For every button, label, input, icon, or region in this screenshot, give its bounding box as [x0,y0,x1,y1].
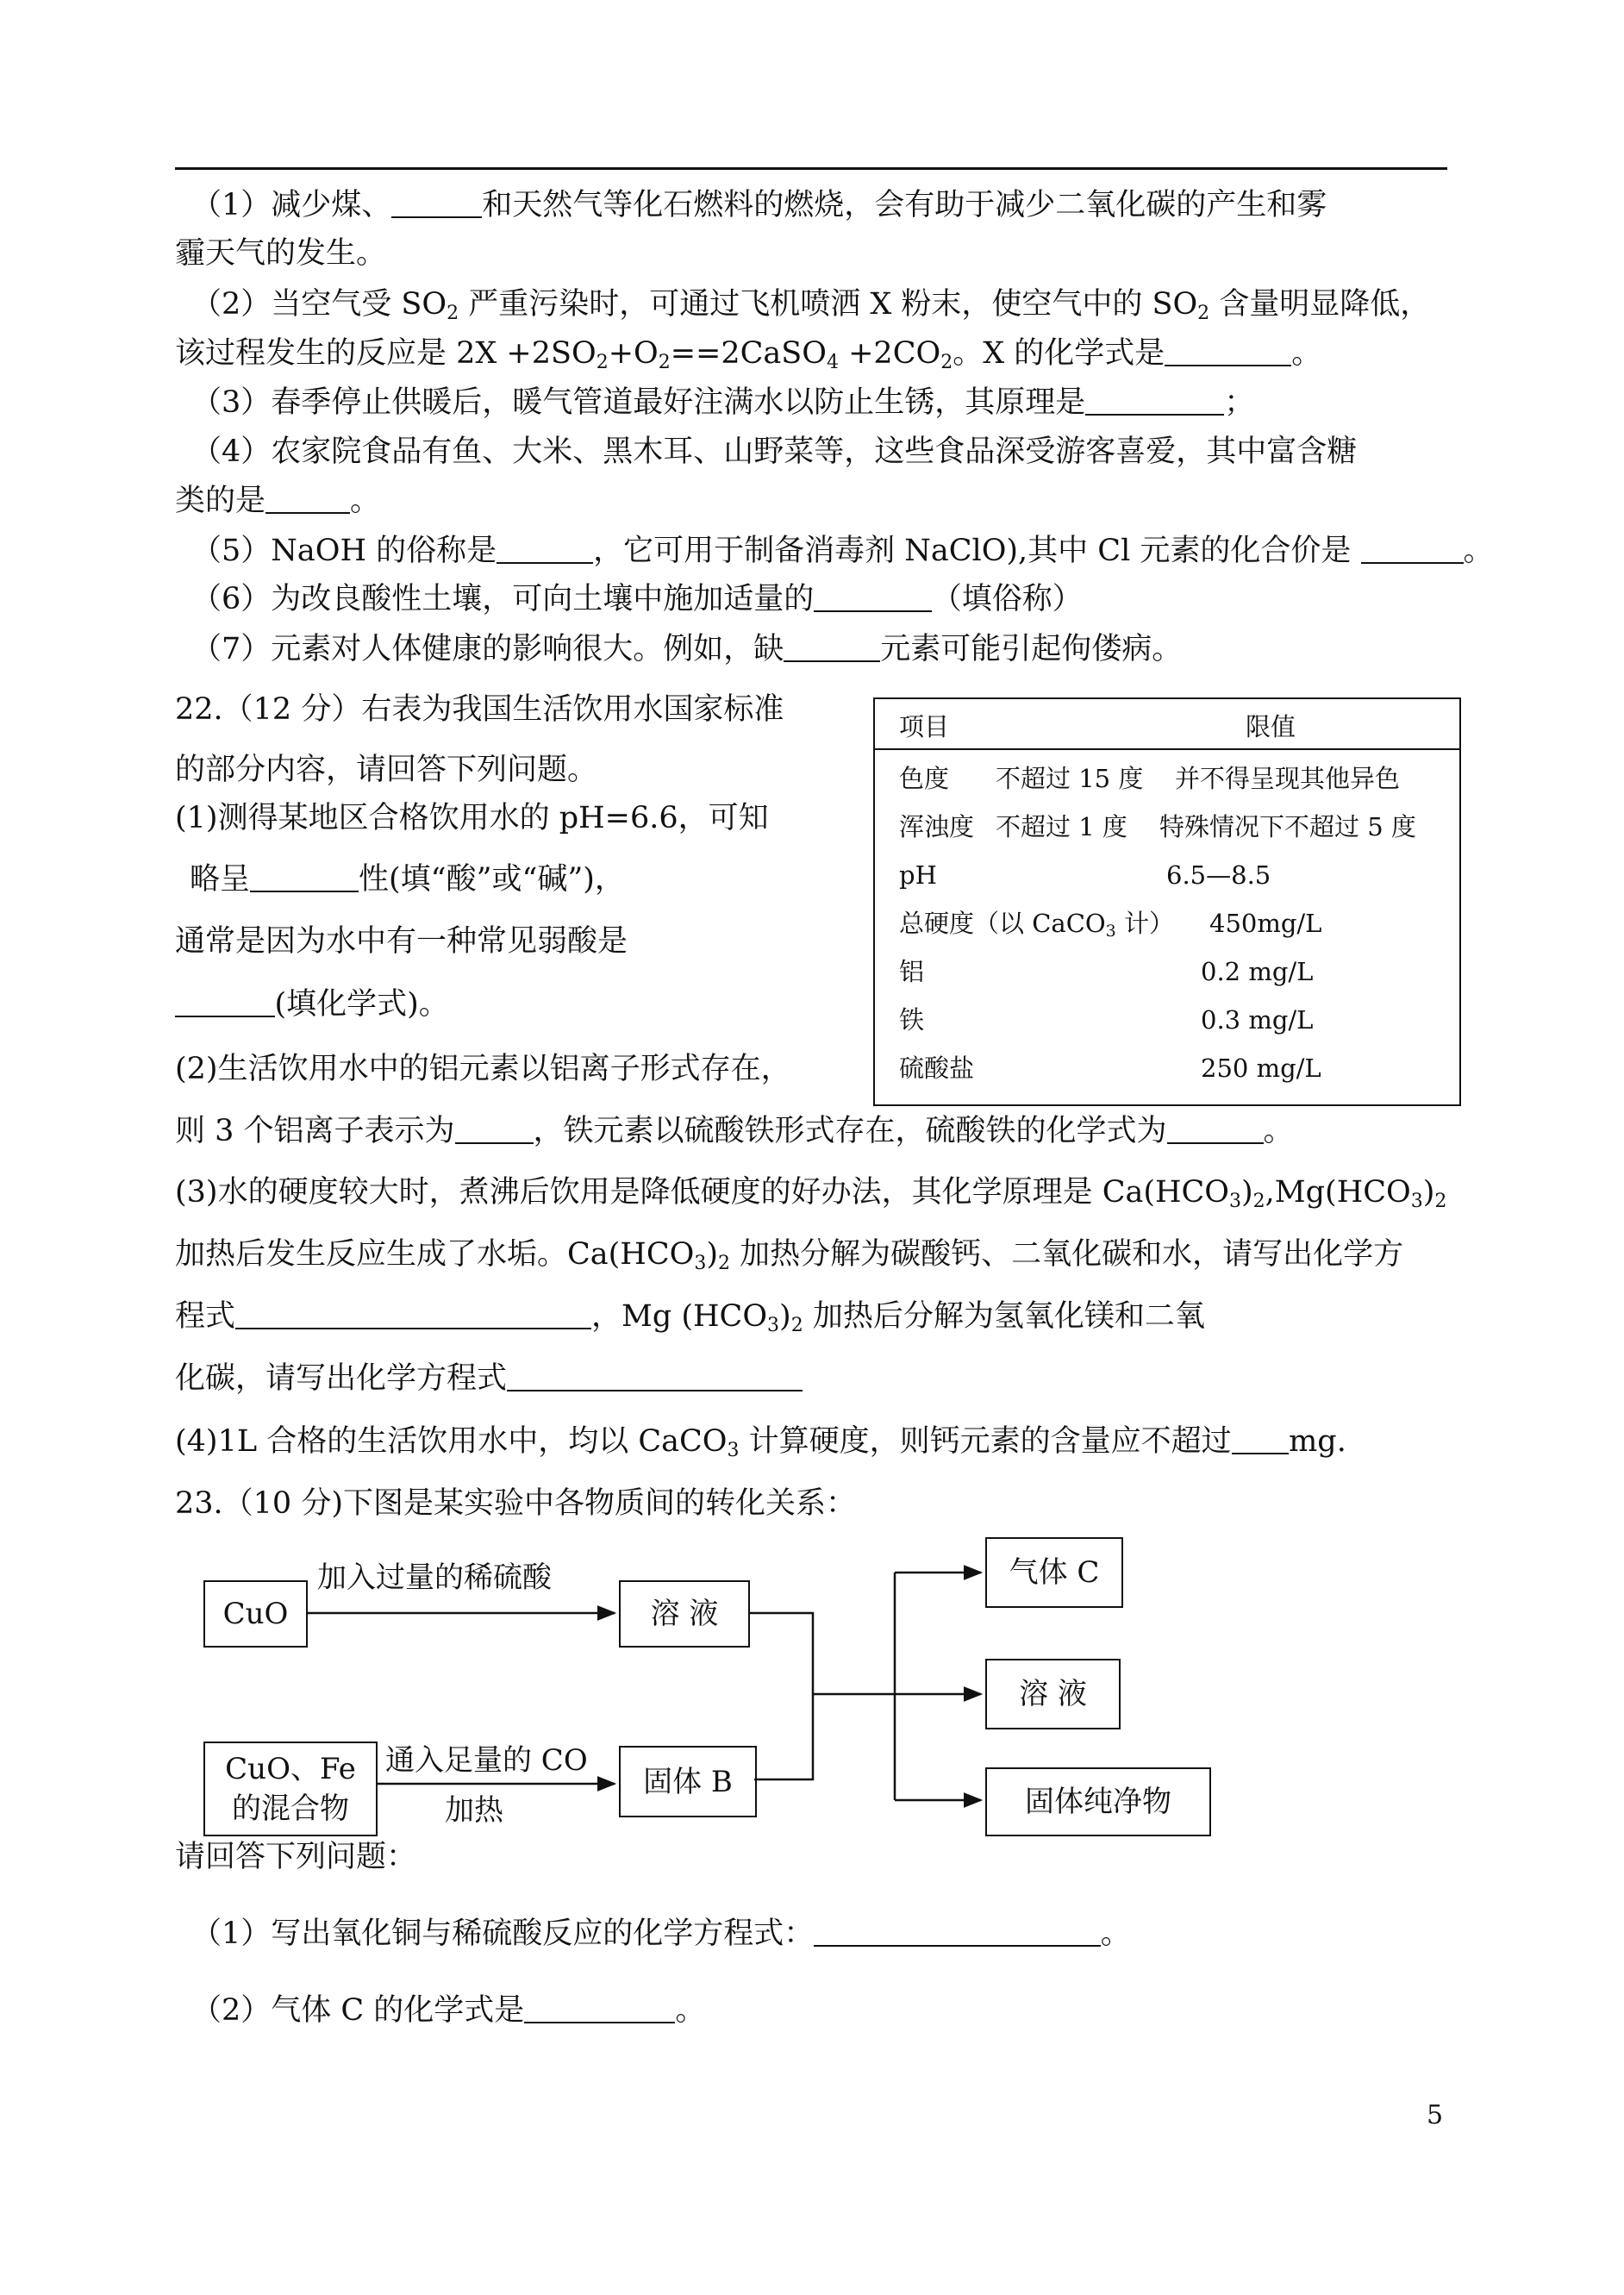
flow-label-add-dilute-sulfuric-acid: 加入过量的稀硫酸 [317,1560,552,1595]
text-run: 程式 [175,1299,236,1334]
text-run: 。 [1463,534,1494,568]
flow-node-pure-solid: 固体纯净物 [985,1767,1211,1836]
text-run: +O [608,336,659,371]
text-run: 计算硬度，则钙元素的含量应不超过 [739,1424,1232,1459]
subscript: 3 [767,1315,780,1336]
text-run: 和天然气等化石燃料的燃烧，会有助于减少二氧化碳的产生和雾 [482,188,1327,222]
text-run: 250 mg/L [1201,1054,1321,1083]
text-run: (2)生活饮用水中的铝元素以铝离子形式存在， [175,1052,791,1086]
text-run: 含量明显降低， [1209,287,1431,322]
text-run: 严重污染时，可通过飞机喷洒 X 粉末，使空气中的 SO [459,287,1198,322]
text-run: 0.2 mg/L [1201,957,1314,986]
text-run: 。 [1100,1917,1131,1951]
subscript: 3 [1105,922,1116,941]
subscript: 3 [1410,1191,1423,1212]
text-run: ) [706,1237,718,1272]
text-run: 22.（12 分）右表为我国生活饮用水国家标准 [175,692,784,727]
text-run: (填化学式)。 [274,987,449,1022]
subscript: 2 [1434,1191,1447,1212]
text-run: 类的是 [175,484,266,518]
text-run: (3)水的硬度较大时，煮沸后饮用是降低硬度的好办法，其化学原理是 Ca(HCO [175,1175,1230,1210]
text-run: （4）农家院食品有鱼、大米、黑木耳、山野菜等，这些食品深受游客喜爱，其中富含糖 [191,435,1358,469]
subscript: 2 [596,352,609,373]
text-run: （填俗称） [931,582,1083,616]
mixture-line-1: CuO、Fe [225,1752,356,1786]
text-run: 。 [1291,336,1322,371]
flow-node-cuo: CuO [203,1580,308,1648]
subscript: 2 [447,303,459,324]
text-run: 元素可能引起佝偻病。 [880,632,1183,666]
text-run: 则 3 个铝离子表示为 [175,1114,455,1148]
text-run: 略呈 [190,862,251,897]
text-run: 总硬度（以 CaCO [899,909,1106,938]
text-run: 通常是因为水中有一种常见弱酸是 [175,924,628,959]
subscript: 2 [790,1315,803,1336]
text-run: 并不得呈现其他异色 [1175,764,1401,793]
flow-label-heat: 加热 [445,1793,503,1828]
subscript: 2 [658,352,671,373]
text-run: pH [899,860,937,890]
text-run: ) [1422,1175,1435,1210]
text-run: （7）元素对人体健康的影响很大。例如，缺 [191,632,784,666]
flow-node-solution: 溶 液 [619,1580,750,1648]
text-run: 色度 [899,764,950,793]
flow-node-gas-c: 气体 C [985,1537,1123,1608]
subscript: 3 [727,1440,740,1461]
text-run: 450mg/L [1209,909,1322,938]
flow-label-pass-co: 通入足量的 CO [385,1743,588,1778]
mixture-line-2: 的混合物 [232,1792,349,1826]
flow-node-cuo-fe-mixture [203,1742,378,1836]
text-run: 该过程发生的反应是 2X +2SO [175,336,597,371]
text-run: ，Mg (HCO [591,1299,768,1334]
text-run: 特殊情况下不超过 5 度 [1159,812,1416,841]
text-run: ) [1241,1175,1253,1210]
table-header-item: 项目 [899,712,950,741]
text-run: ==2CaSO [670,336,827,371]
text-run: 不超过 15 度 [996,764,1144,793]
text-run: （6）为改良酸性土壤，可向土壤中施加适量的 [191,582,815,616]
merge-bracket [748,1613,813,1779]
page-number: 5 [1427,2100,1444,2130]
text-run: 铁 [899,1005,925,1035]
text-run: （3）春季停止供暖后，暖气管道最好注满水以防止生锈，其原理是 [191,385,1086,420]
flow-node-solid-b: 固体 B [619,1746,757,1817]
text-run: 6.5—8.5 [1166,860,1271,890]
text-run: 霾天气的发生。 [175,236,387,271]
table-header-limit: 限值 [1246,712,1296,741]
text-run: 加热后分解为氢氧化镁和二氧 [803,1299,1205,1334]
subscript: 2 [940,352,953,373]
subscript: 4 [826,352,839,373]
text-run: 的部分内容，请回答下列问题。 [175,753,598,787]
text-run: 。 [350,484,381,518]
text-run: 计） [1115,909,1174,938]
text-run: 硫酸盐 [899,1054,975,1083]
flow-node-solution-out: 溶 液 [985,1659,1121,1729]
text-run: 。 [1263,1114,1294,1148]
text-run: （2）当空气受 SO [191,287,447,322]
text-run: 加热后发生反应生成了水垢。Ca(HCO [175,1237,695,1272]
text-run: 化碳，请写出化学方程式 [175,1361,508,1396]
text-run: 加热分解为碳酸钙、二氧化碳和水，请写出化学方 [729,1237,1404,1272]
text-run: （5）NaOH 的俗称是 [191,534,497,568]
subscript: 2 [1252,1191,1265,1212]
text-run: ； [1224,385,1255,420]
text-run: ) [779,1299,791,1334]
text-run: （1）写出氧化铜与稀硫酸反应的化学方程式： [191,1917,815,1951]
text-run: (4)1L 合格的生活饮用水中，均以 CaCO [175,1424,728,1459]
text-run: ，铁元素以硫酸铁形式存在，硫酸铁的化学式为 [533,1114,1167,1148]
text-run: 不超过 1 度 [996,812,1127,841]
subscript: 2 [717,1253,730,1274]
text-run: 铝 [899,957,925,986]
text-run: 浑浊度 [899,812,975,841]
subscript: 3 [694,1253,707,1274]
text-run: 23.（10 分)下图是某实验中各物质间的转化关系： [175,1486,856,1521]
text-run: mg. [1289,1424,1346,1459]
text-run: 请回答下列问题： [175,1840,417,1874]
subscript: 2 [1197,303,1210,324]
text-run: 性(填“酸”或“碱”)， [359,862,625,897]
text-run: 0.3 mg/L [1201,1005,1314,1035]
text-run: ,Mg(HCO [1265,1175,1411,1210]
text-run: (1)测得某地区合格饮用水的 pH=6.6，可知 [175,801,769,835]
text-run: 。 [675,1993,706,2028]
text-run: ，它可用于制备消毒剂 NaClO),其中 Cl 元素的化合价是 [593,534,1361,568]
text-run: （1）减少煤、 [191,188,392,222]
subscript: 3 [1229,1191,1242,1212]
text-run: 。X 的化学式是 [953,336,1165,371]
text-run: （2）气体 C 的化学式是 [191,1993,525,2028]
text-run: +2CO [838,336,941,371]
